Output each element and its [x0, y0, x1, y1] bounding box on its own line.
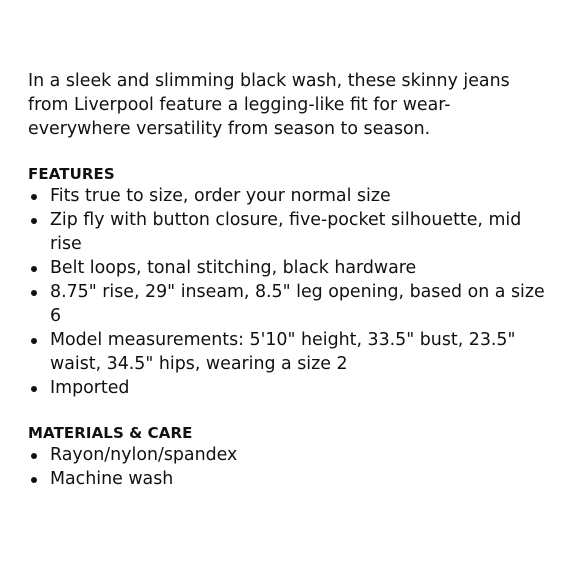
list-item — [28, 443, 550, 467]
bullet-icon — [31, 194, 37, 200]
list-item-text: Zip fly with button closure, five-pocket silhouette, mid rise — [50, 210, 522, 254]
list-item-text: Model measurements: 5'10" height, 33.5" bust, 23.5" waist, 34.5" hips, wearing a size 2 — [50, 330, 516, 374]
features-heading: FEATURES — [28, 165, 115, 183]
list-item-text: Fits true to size, order your normal size — [50, 186, 391, 206]
list-item-text: 8.75" rise, 29" inseam, 8.5" leg opening, based on a size 6 — [50, 282, 545, 326]
product-intro-text: In a sleek and slimming black wash, these skinny jeans from Liverpool feature a legging-like fit for wear-everywhere versatility from season to season. — [28, 71, 510, 139]
bullet-icon — [31, 386, 37, 392]
list-item — [28, 208, 550, 256]
list-item-text: Rayon/nylon/spandex — [50, 445, 238, 465]
list-item-text: Belt loops, tonal stitching, black hardware — [50, 258, 417, 278]
list-item — [28, 280, 550, 328]
bullet-icon — [31, 453, 37, 459]
bullet-icon — [31, 338, 37, 344]
list-item — [28, 467, 550, 491]
materials-care-heading: MATERIALS & CARE — [28, 424, 193, 442]
list-item — [28, 328, 550, 376]
list-item — [28, 184, 550, 208]
features-list — [28, 184, 550, 400]
bullet-icon — [31, 266, 37, 272]
list-item — [28, 256, 550, 280]
materials-care-list — [28, 443, 550, 491]
list-item — [28, 376, 550, 400]
list-item-text: Imported — [50, 378, 130, 398]
bullet-icon — [31, 290, 37, 296]
bullet-icon — [31, 477, 37, 483]
list-item-text: Machine wash — [50, 469, 174, 489]
bullet-icon — [31, 218, 37, 224]
